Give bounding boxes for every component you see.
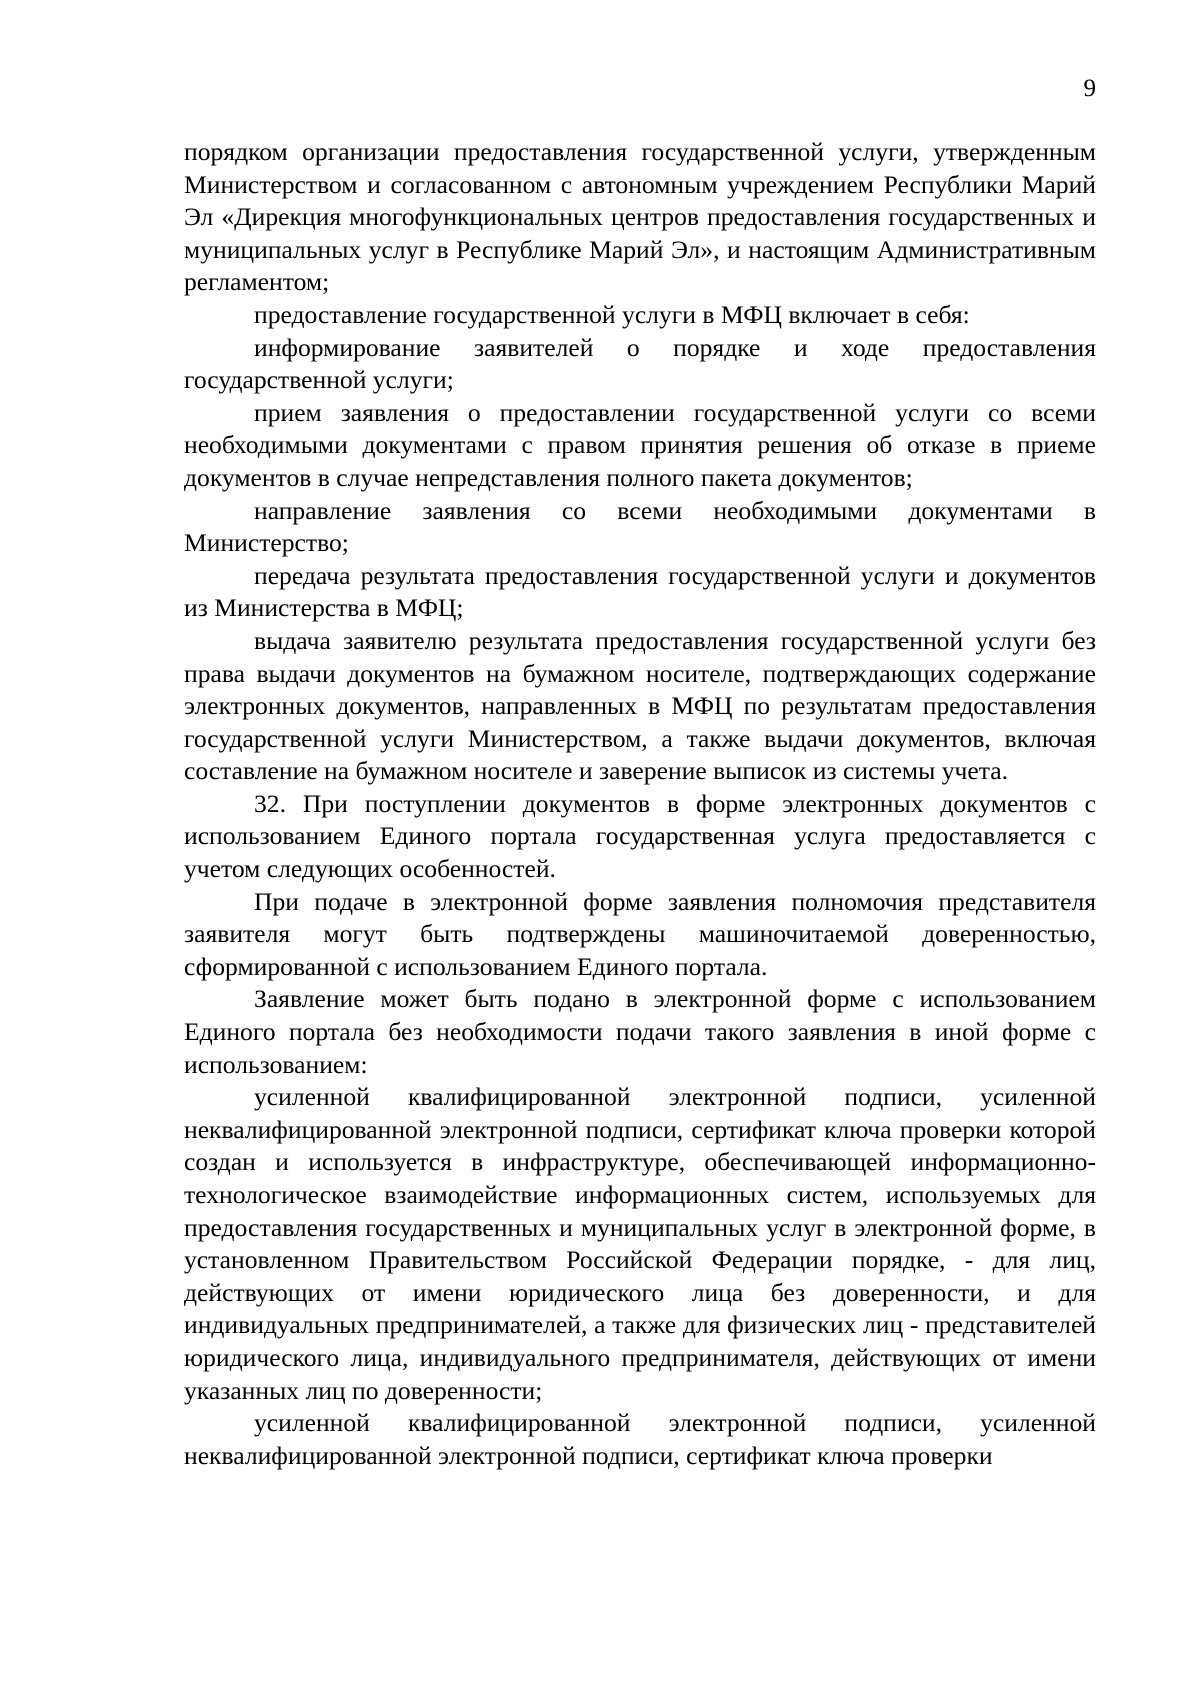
list-item-result-transfer: передача результата предоставления государственной услуги и документов из Министерства в МФЦ; [184, 560, 1096, 623]
page-number: 9 [1083, 75, 1096, 102]
paragraph-continuation: порядком организации предоставления государственной услуги, утвержденным Министерством и согласованном с автономным учреждением Республики Марий Эл «Дирекция многофункциональных центров предоставления государственных и муниципальных услуг в Республике Марий Эл», и настоящим Административным регламентом; [184, 137, 1096, 297]
list-item-signature-continued: усиленной квалифицированной электронной подписи, усиленной неквалифицированной электронной подписи, сертификат ключа проверки [184, 1408, 1096, 1470]
list-item-signature-legal-entities: усиленной квалифицированной электронной подписи, усиленной неквалифицированной электронной подписи, сертификат ключа проверки которой создан и используется в инфраструктуре, обеспечивающей информационно-технологическое взаимодействие информационных систем, используемых для предоставления государственных и муниципальных услуг в электронной форме, в установленном Правительством Российской Федерации порядке, - для лиц, действующих от имени юридического лица без доверенности, и для индивидуальных предпринимателей, а также для физических лиц - представителей юридического лица, индивидуального предпринимателя, действующих от имени указанных лиц по доверенности; [184, 1082, 1096, 1405]
paragraph-representative-authority: При подаче в электронной форме заявления полномочия представителя заявителя могут быть подтверждены машиночитаемой доверенностью, сформированной с использованием Единого портала. [184, 886, 1096, 981]
list-item-forwarding: направление заявления со всеми необходимыми документами в Министерство; [184, 495, 1096, 558]
paragraph-application-submission: Заявление может быть подано в электронной форме с использованием Единого портала без необходимости подачи такого заявления в иной форме с использованием: [184, 984, 1096, 1079]
paragraph-section-32: 32. При поступлении документов в форме электронных документов с использованием Единого портала государственная услуга предоставляется с учетом следующих особенностей. [184, 788, 1096, 884]
list-item-application-intake: прием заявления о предоставлении государственной услуги со всеми необходимыми документами с правом принятия решения об отказе в приеме документов в случае непредставления полного пакета документов; [184, 397, 1096, 492]
list-item-informing: информирование заявителей о порядке и ходе предоставления государственной услуги; [184, 332, 1096, 395]
paragraph-mfc-services: предоставление государственной услуги в МФЦ включает в себя: [254, 299, 970, 329]
document-body [184, 136, 1096, 1472]
list-item-result-issuance: выдача заявителю результата предоставления государственной услуги без права выдачи документов на бумажном носителе, подтверждающих содержание электронных документов, направленных в МФЦ по результатам предоставления государственной услуги Министерством, а также выдачи документов, включая составление на бумажном носителе и заверение выписок из системы учета. [184, 625, 1096, 786]
